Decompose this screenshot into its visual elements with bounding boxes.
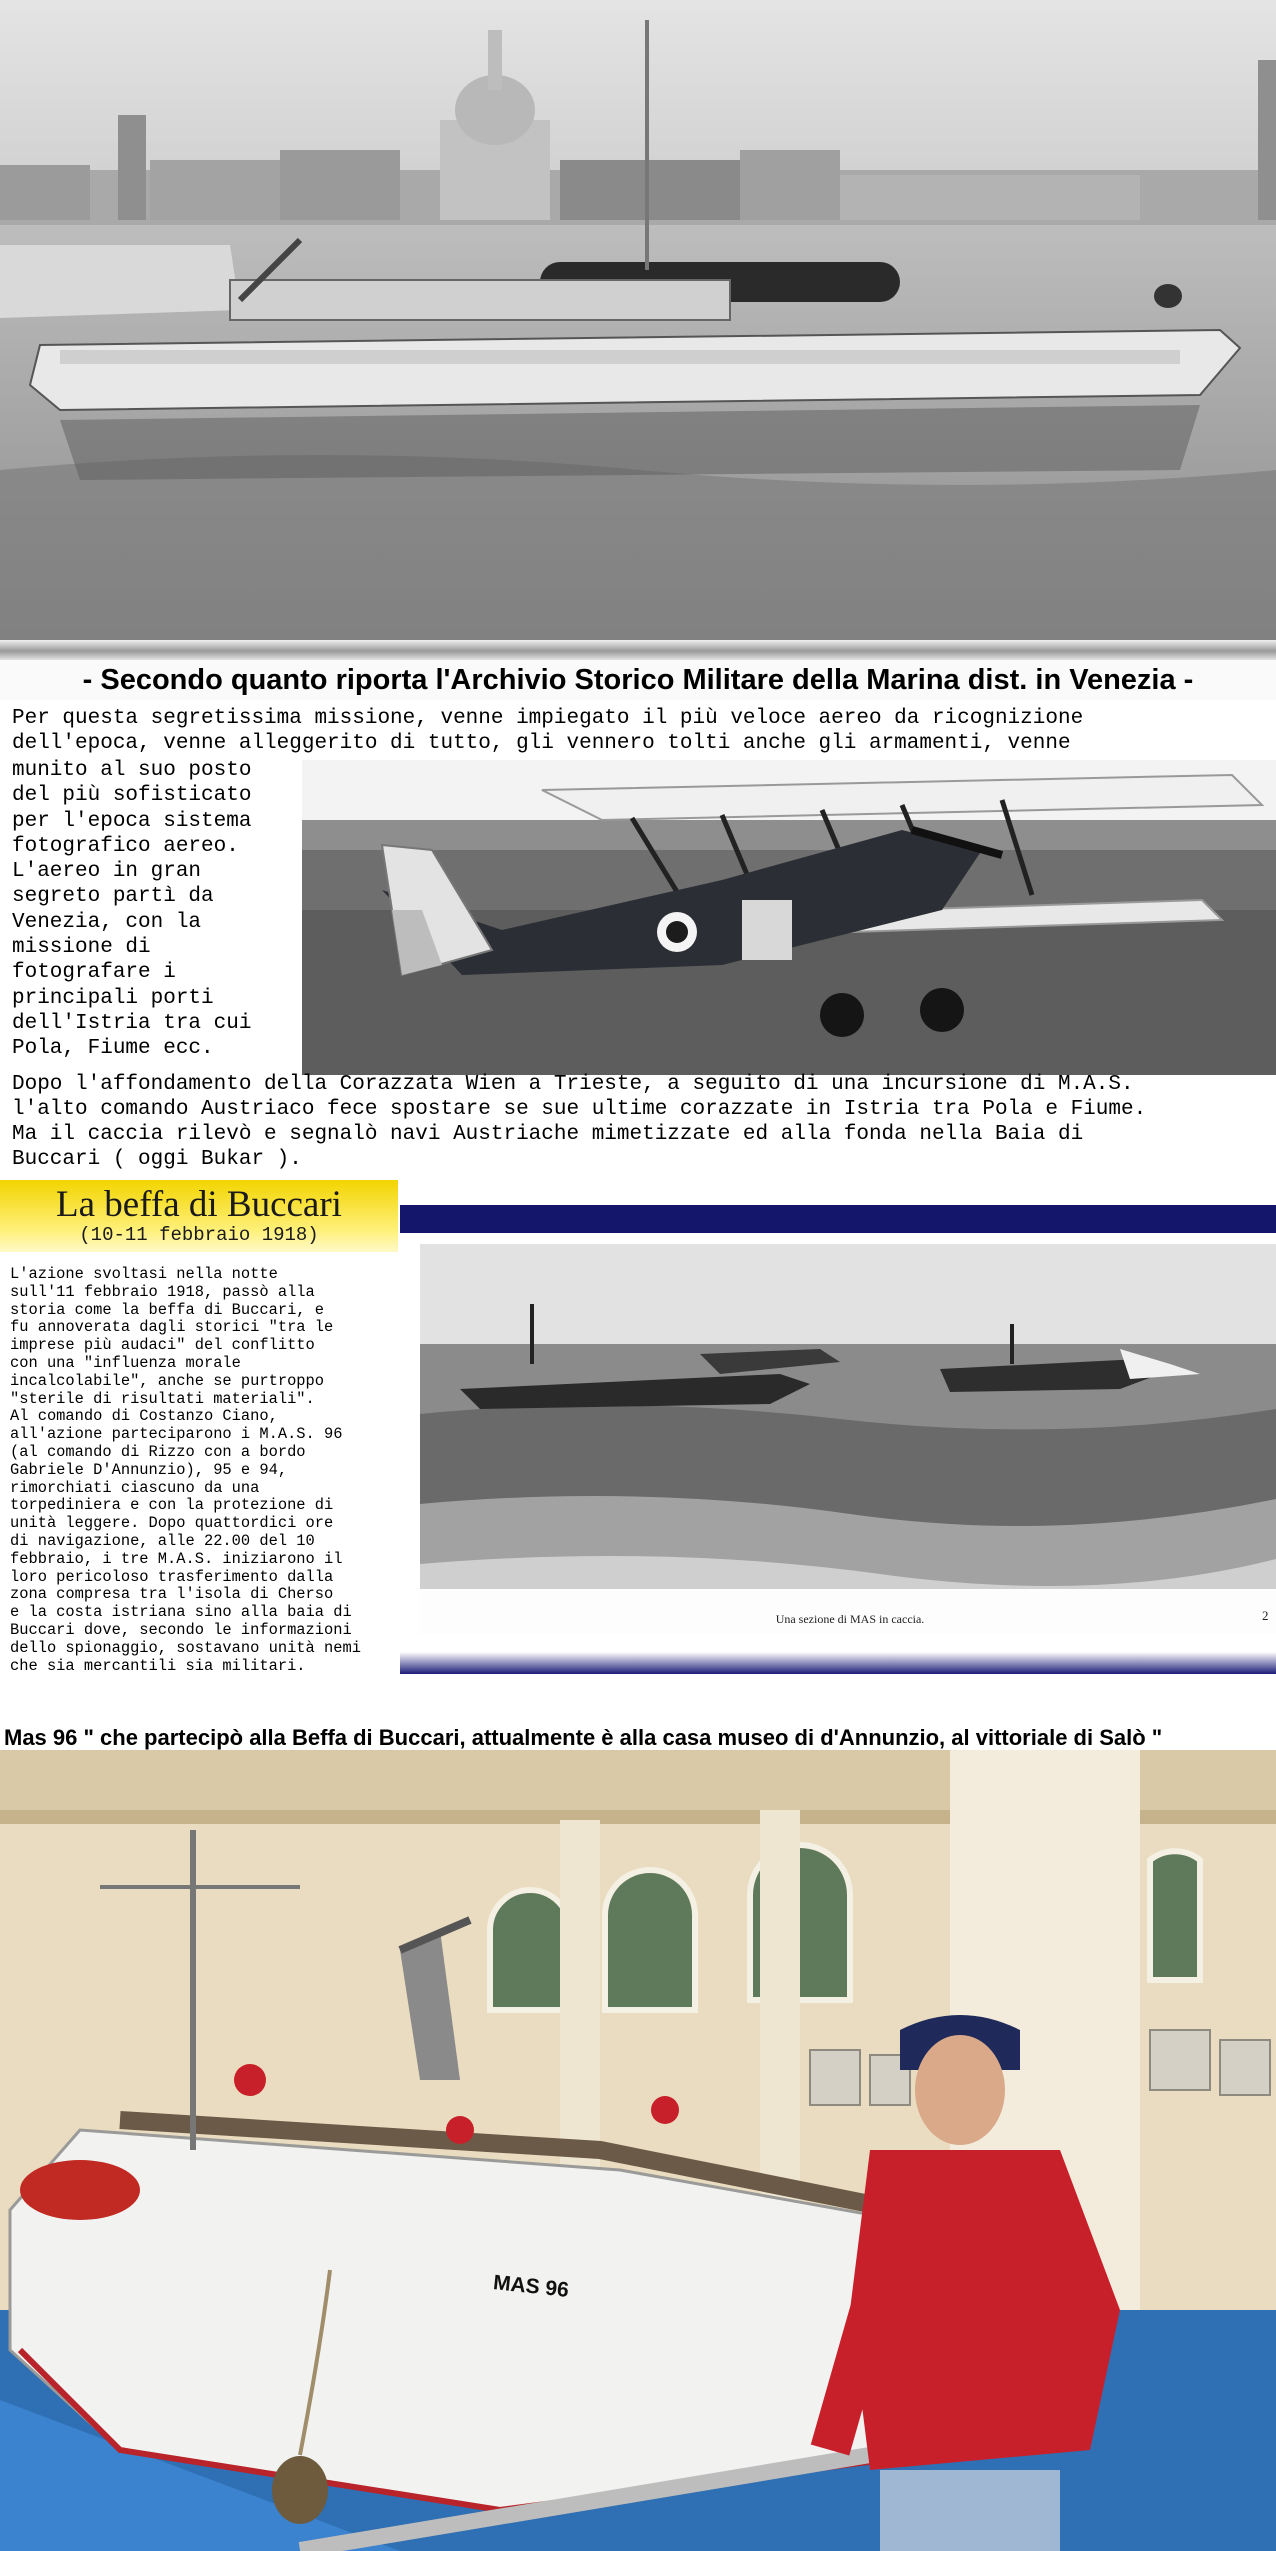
divider-strip — [0, 640, 1276, 662]
wien-paragraph: Dopo l'affondamento della Corazzata Wien a Trieste, a seguito di una incursione di M.A.S. l'alto comando Austriaco fece spostare se sue ultime corazzate in Istria tra Pola e Fiume. Ma il caccia rilevò e segnalò navi Austriache mimetizzate ed alla fonda nella Baia di Buccari ( oggi Bukar ). — [12, 1073, 1147, 1171]
mas96-heading: Mas 96 " che partecipò alla Beffa di Buccari, attualmente è alla casa museo di d'Annunzio, al vittoriale di Salò " — [4, 1725, 1163, 1750]
venice-harbour-photo — [0, 0, 1276, 640]
boat-name-label: MAS 96 — [492, 2271, 570, 2302]
section-band-top — [400, 1205, 1276, 1233]
beffa-text: L'azione svoltasi nella notte sull'11 febbraio 1918, passò alla storia come la beffa di Buccari, e fu annoverata dagli storici "tra le imprese più audaci" del conflitto con una "influenza morale incalcolabile", anche se purtroppo "sterile di risultati materiali". Al comando di Costanzo Ciano, all'azione parteciparono i M.A.S. 96 (al comando di Rizzo con a bordo Gabriele D'Annunzio), 95 e 94, rimorchiati ciascuno da una torpediniera e con la protezione di unità leggere. Dopo quattordici ore di navigazione, alle 22.00 del 10 febbraio, i tre M.A.S. iniziarono il loro pericoloso trasferimento dalla zona compresa tra l'isola di Cherso e la costa istriana sino alla baia di Buccari dove, secondo le informazioni dello spionaggio, sostavano unità nemi che sia mercantili sia militari. — [10, 1265, 361, 1675]
beffa-title: La beffa di Buccari — [56, 1184, 342, 1225]
archive-heading: - Secondo quanto riporta l'Archivio Storico Militare della Marina dist. in Venezia - — [0, 660, 1276, 700]
mas-photo-caption: Una sezione di MAS in caccia. — [775, 1612, 925, 1626]
mas-boats-photo — [420, 1244, 1276, 1634]
biplane-photo — [302, 760, 1276, 1075]
section-band-bottom — [400, 1652, 1276, 1674]
beffa-subtitle: (10-11 febbraio 1918) — [79, 1224, 319, 1246]
intro-paragraph-left: munito al suo posto del più sofisticato per l'epoca sistema fotografico aereo. L'aereo in gran segreto partì da Venezia, con la missione di fotografare i principali porti dell'Istria tra cui Pola, Fiume ecc. — [12, 759, 252, 1061]
intro-paragraph: Per questa segretissima missione, venne impiegato il più veloce aereo da ricognizione dell'epoca, venne alleggerito di tutto, gli vennero tolti anche gli armamenti, venne — [12, 707, 1084, 755]
museum-photo — [0, 1750, 1276, 2551]
mas-photo-page-number: 2 — [1262, 1608, 1269, 1623]
